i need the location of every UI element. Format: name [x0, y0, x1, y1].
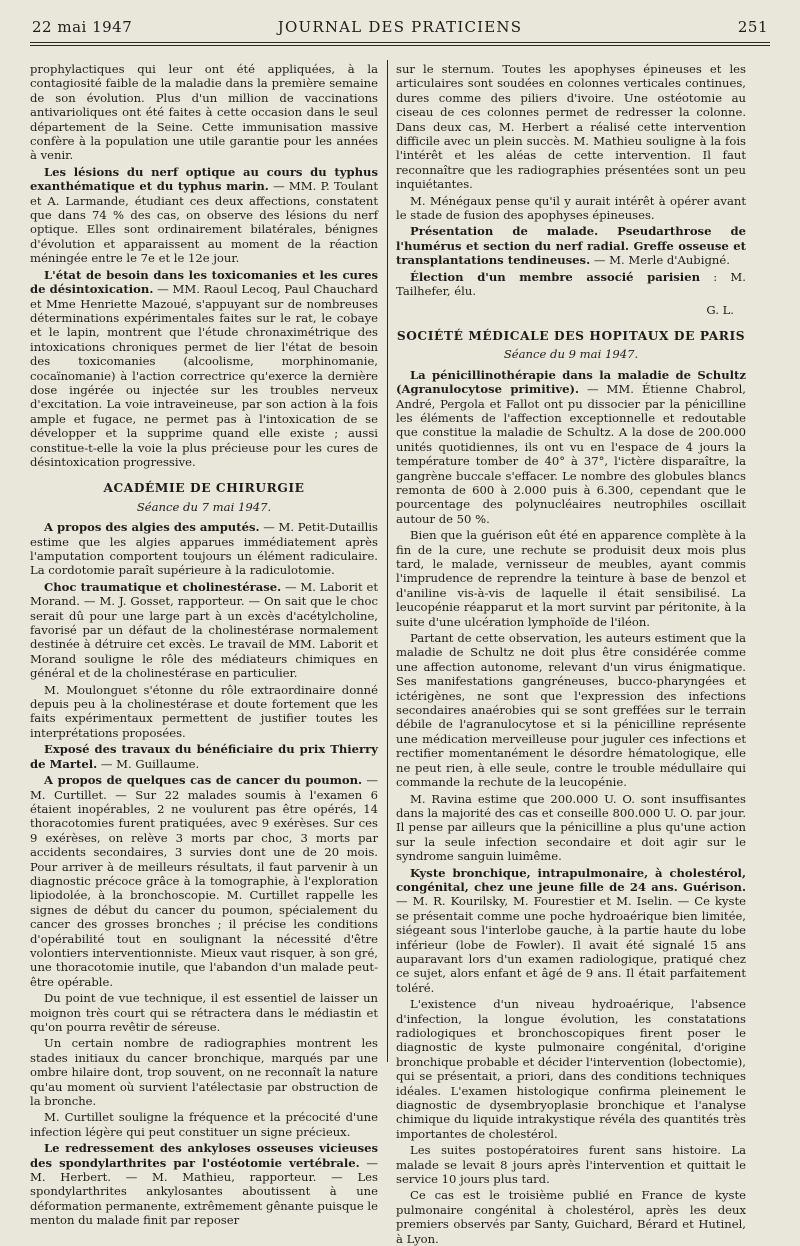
article-body: : M. Tailhefer, élu.: [396, 269, 746, 299]
article-title: Les lésions du nerf optique au cours du typhus exanthématique et du typhus marin.: [30, 164, 378, 194]
article-body: — M. Curtillet. — Sur 22 malades soumis à l'examen 6 étaient inopérables, 2 ne voulurent pas être opérés, 14 thoracotomies furent pratiquées, avec 9 exérèses. Sur ces 9 exérèses, on relève 3 morts par choc, 3 morts par accidents secondaires, 3 survies dont une de 20 mois. Pour arriver à de meilleurs résultats, il faut parvenir à un diagnostic précoce grâce à la tomographie, à l'exploration lipiodolée, à la bronchoscopie. M. Curtillet rappelle les signes de début du cancer du poumon, spécialement du cancer des grosses bronches ; il précise les conditions d'opérabilité tout en soulignant la nécessité d'être volontiers interventionniste. Mieux vaut risquer, à son gré, une thoracotomie inutile, que l'abandon d'un malade peut-être opérable.: [30, 773, 378, 989]
article-title: A propos de quelques cas de cancer du poumon.: [44, 773, 363, 788]
paragraph: L'existence d'un niveau hydroaérique, l'absence d'infection, la longue évolution, les constatations radiologiques et bronchoscopiques firent poser le diagnostic de kyste pulmonaire congénital, d'origine bronchique probable et décider l'intervention (lobectomie), qui se présentait, a priori, dans des conditions techniques idéales. L'examen histologique confirma pleinement le diagnostic de dysembryoplasie bronchique et l'analyse chimique du liquide intrakystique révéla des quantités très importantes de cholestérol.: [396, 997, 746, 1141]
right-column: [396, 62, 746, 1246]
article-body: — M. Guillaume.: [100, 756, 200, 771]
article-title: Exposé des travaux du bénéficiaire du prix Thierry de Martel.: [30, 742, 378, 771]
paragraph: [30, 268, 378, 470]
paragraph: [30, 773, 378, 989]
section-heading: ACADÉMIE DE CHIRURGIE: [103, 481, 305, 496]
section-heading: SOCIÉTÉ MÉDICALE DES HOPITAUX DE PARIS: [396, 328, 746, 343]
article-title: A propos des algies des amputés.: [44, 520, 260, 535]
paragraph: M. Ravina estime que 200.000 U. O. sont insuffisantes dans la majorité des cas et conseille 800.000 U. O. par jour. Il pense par ailleurs que la pénicilline a plus qu'une action sur la seule infection secondaire et doit agir sur le syndrome sanguin luimême.: [396, 791, 746, 864]
paragraph: Partant de cette observation, les auteurs estiment que la maladie de Schultz ne doit plus être considérée comme une affection autonome, relevant d'un virus énigmatique. Ses manifestations gangréneuses, bucco-pharyngées et ictérigènes, ne sont que l'expression des infections secondaires anaérobies qui se sont greffées sur le terrain débile de l'agranulocytose et si la pénicilline représente une médication merveilleuse pour juguler ces infections et rectifier momentanément le désordre hématologique, elle ne peut rien, à elle seule, contre le trouble médullaire qui commande la rechute de la leucopénie.: [396, 631, 746, 790]
paragraph: [396, 368, 746, 526]
article-title: Élection d'un membre associé parisien: [410, 269, 701, 284]
paragraph: sur le sternum. Toutes les apophyses épineuses et les articulaires sont soudées en colonnes verticales continues, dures comme des piliers d'ivoire. Une ostéotomie au ciseau de ces colonnes permet de redresser la colonne. Dans deux cas, M. Herbert a réalisé cette intervention difficile avec un plein succès. M. Mathieu souligne à la fois l'intérêt et les aléas de cette intervention. Il faut reconnaître que les radiographies présentées sont un peu inquiétantes.: [396, 62, 746, 192]
paragraph: [30, 520, 378, 578]
article-title: La pénicillinothérapie dans la maladie de Schultz (Agranulocytose primitive).: [396, 367, 746, 397]
paragraph: Ce cas est le troisième publié en France de kyste pulmonaire congénital à cholestérol, après les deux premiers observés par Santy, Guichard, Bérard et Hutinel, à Lyon.: [396, 1188, 746, 1246]
article-title: Présentation de malade. Pseudarthrose de l'humérus et section du nerf radial. Greffe osseuse et transplantations tendineuses.: [396, 224, 746, 268]
paragraph: [30, 742, 378, 771]
paragraph: [396, 866, 746, 996]
paragraph: prophylactiques qui leur ont été appliquées, à la contagiosité faible de la maladie dans la première semaine de son évolution. Plus d'un million de vaccinations antivarioliques ont été faites à cette occasion dans le seul département de la Seine. Cette immunisation massive confère à la population une utile garantie pour les années à venir.: [30, 62, 378, 163]
page-number: 251: [737, 18, 768, 36]
paragraph: [30, 165, 378, 266]
article-body: — M. Merle d'Aubigné.: [593, 253, 730, 268]
article-body: — MM. Raoul Lecoq, Paul Chauchard et Mme Henriette Mazoué, s'appuyant sur de nombreuses déterminations expérimentales faites sur le rat, le cobaye et le lapin, montrent que l'étude chronaximétrique des intoxications chroniques permet de lier l'état de besoin des toxicomanies (alcoolisme, morphinomanie, cocaïnomanie) à l'action correctrice qu'exerce la dernière dose ingérée ou injectée sur les troubles nerveux d'excitation. La voie intraveineuse, par son action à la fois ample et fugace, ne permet pas à l'intoxication de se développer et la supprime quand elle existe ; aussi constitue-t-elle la voie la plus précieuse pour les cures de désintoxication progressive.: [30, 282, 378, 469]
header-rule: [30, 42, 770, 46]
journal-title: JOURNAL DES PRATICIENS: [277, 18, 523, 36]
article-title: Kyste bronchique, intrapulmonaire, à cholestérol, congénital, chez une jeune fille de 24 ans. Guérison.: [396, 865, 746, 894]
article-body: — M. R. Kourilsky, M. Fourestier et M. Iselin. — Ce kyste se présentait comme une poche hydroaérique bien limitée, siégeant sous l'interlobe gauche, à la partie haute du lobe inférieur (lobe de Fowler). Il avait été signalé 15 ans auparavant lors d'un examen radiologique, pratiqué chez ce sujet, alors enfant et âgé de 9 ans. Il était parfaitement toléré.: [396, 894, 746, 995]
paragraph: M. Moulonguet s'étonne du rôle extraordinaire donné depuis peu à la cholinestérase et doute fortement que les faits expérimentaux permettent de justifier toutes les interprétations proposées.: [30, 682, 378, 740]
paragraph: M. Curtillet souligne la fréquence et la précocité d'une infection légère qui peut constituer un signe précieux.: [30, 1110, 378, 1139]
column-divider: [387, 60, 388, 1062]
paragraph: Du point de vue technique, il est essentiel de laisser un moignon très court qui se rétractera dans le médiastin et qu'on pourra revêtir de séreuse.: [30, 991, 378, 1034]
left-column: [30, 62, 378, 1228]
article-title: Choc traumatique et cholinestérase.: [44, 579, 282, 594]
session-date: Séance du 9 mai 1947.: [503, 347, 639, 362]
article-body: — M. Laborit et Morand. — M. J. Gosset, rapporteur. — On sait que le choc serait dû pour une large part à un excès d'acétylcholine, favorisé par un défaut de la cholinestérase normalement destinée à détruire cet excès. Le travail de MM. Laborit et Morand souligne le rôle des médiateurs chimiques en général et de la cholinestérase en particulier.: [30, 579, 378, 681]
session-date: Séance du 7 mai 1947.: [136, 499, 272, 514]
article-body: — M. Herbert. — M. Mathieu, rapporteur. — Les spondylarthrites ankylosantes aboutissent à une déformation permanente, extrêmement gênante puisque le menton du malade finit par reposer: [30, 1155, 378, 1228]
paragraph: [30, 1141, 378, 1227]
paragraph: [396, 224, 746, 267]
paragraph: Bien que la guérison eût été en apparence complète à la fin de la cure, une rechute se produisit deux mois plus tard, le malade, vernisseur de meubles, ayant commis l'imprudence de reprendre la teinture à base de benzol et d'aniline vis-à-vis de laquelle il était sensibilisé. La leucopénie réapparut et la mort survint par péritonite, à la suite d'une ulcération lymphoïde de l'iléon.: [396, 528, 746, 629]
article-title: L'état de besoin dans les toxicomanies et les cures de désintoxication.: [30, 267, 378, 297]
issue-date: 22 mai 1947: [32, 18, 133, 36]
article-title: Le redressement des ankyloses osseuses vicieuses des spondylarthrites par l'ostéotomie vertébrale.: [30, 1141, 378, 1170]
paragraph: [396, 270, 746, 299]
article-body: — MM. Étienne Chabrol, André, Pergola et Fallot ont pu dissocier par la pénicilline les éléments de l'affection exceptionnelle et redoutable que constitue la maladie de Schultz. A la dose de 200.000 unités quotidiennes, ils ont vu en l'espace de 4 jours la température tomber de 40° à 37°, l'ictère disparaître, la gangrène buccale s'effacer. Le nombre des globules blancs remonta de 600 à 2.000 puis à 6.300, cependant que le pourcentage des polynucléaires neutrophiles oscillait autour de 50 %.: [396, 382, 746, 526]
article-body: — MM. P. Toulant et A. Larmande, étudiant ces deux affections, constatent que dans 74 % des cas, on observe des lésions du nerf optique. Elles sont ordinairement bilatérales, bénignes d'évolution et apparaissent au moment de la réaction méningée entre le 7e et le 12e jour.: [30, 179, 378, 266]
page-header: [32, 14, 768, 40]
article-body: — M. Petit-Dutaillis estime que les algies apparues immédiatement après l'amputation comportent toujours un élément radiculaire. La cordotomie paraît supérieure à la radiculotomie.: [30, 520, 378, 578]
paragraph: Les suites postopératoires furent sans histoire. La malade se levait 8 jours après l'intervention et quittait le service 10 jours plus tard.: [396, 1143, 746, 1187]
paragraph: Un certain nombre de radiographies montrent les stades initiaux du cancer bronchique, marqués par une ombre hilaire dont, trop souvent, on ne reconnaît la nature qu'au moment où survient l'atélectasie par obstruction de la bronche.: [30, 1036, 378, 1109]
author-signature: G. L.: [706, 302, 734, 317]
paragraph: M. Ménégaux pense qu'il y aurait intérêt à opérer avant le stade de fusion des apophyses épineuses.: [396, 193, 746, 223]
paragraph: [30, 580, 378, 681]
